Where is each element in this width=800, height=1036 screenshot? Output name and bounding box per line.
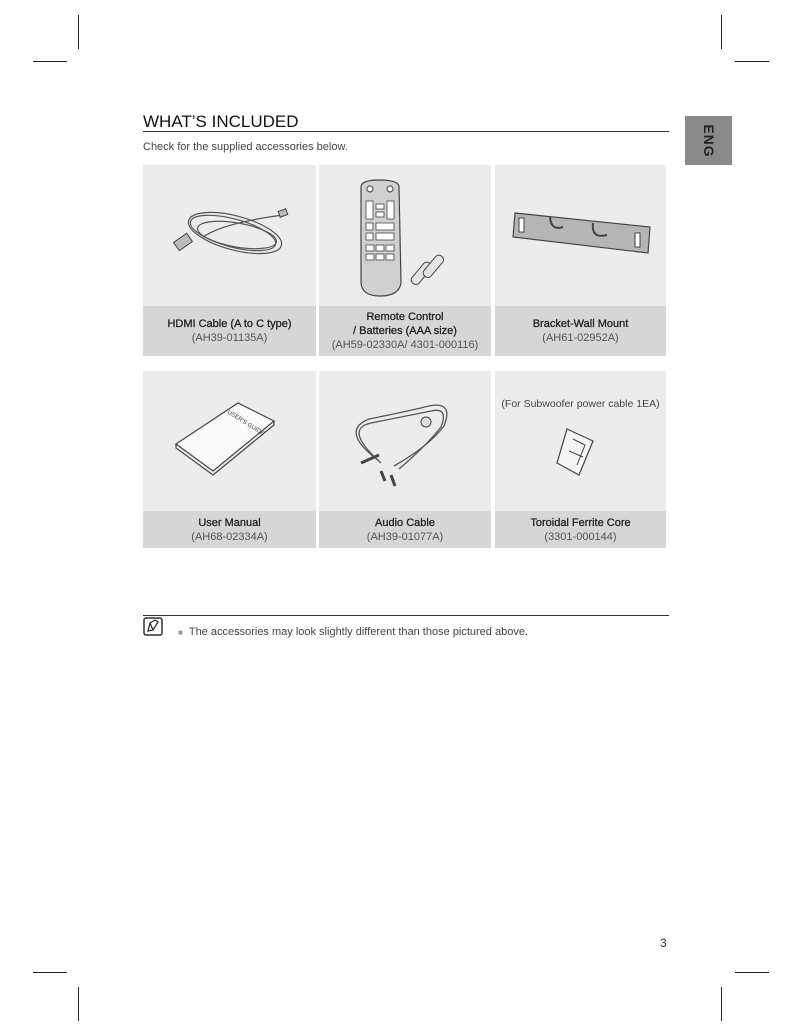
accessory-ferrite-core	[495, 371, 666, 548]
bullet-icon: ■	[178, 627, 183, 637]
crop-mark	[721, 15, 722, 49]
item-name-line2: / Batteries (AAA size)	[353, 325, 457, 337]
user-manual-icon	[143, 371, 316, 511]
item-code: (AH61-02952A)	[542, 332, 619, 344]
item-code: (AH39-01077A)	[366, 530, 444, 543]
page-number: 3	[660, 936, 667, 950]
crop-mark	[735, 61, 769, 62]
accessory-user-manual	[143, 371, 316, 548]
item-name: HDMI Cable (A to C type)	[167, 318, 292, 330]
crop-mark	[33, 61, 67, 62]
crop-mark	[721, 987, 722, 1021]
crop-mark	[33, 972, 67, 973]
item-code: (AH68-02334A)	[191, 530, 268, 543]
audio-cable-icon	[319, 371, 491, 511]
item-code: (3301-000144)	[544, 530, 617, 543]
wall-bracket-icon	[495, 165, 666, 306]
note-pencil-icon	[143, 617, 163, 636]
accessory-remote-control	[319, 165, 491, 356]
crop-mark	[78, 987, 79, 1021]
language-tab-label: ENG	[700, 123, 717, 158]
intro-text: Check for the supplied accessories below.	[143, 141, 348, 153]
hdmi-cable-icon	[143, 165, 316, 306]
item-code: (AH59-02330A/ 4301-000116)	[331, 339, 479, 351]
item-code: (AH39-01135A)	[191, 332, 268, 344]
item-name: Remote Control	[366, 311, 444, 323]
title-rule	[143, 131, 669, 132]
item-name: Bracket-Wall Mount	[532, 318, 629, 330]
note	[178, 626, 528, 638]
accessory-audio-cable	[319, 371, 491, 548]
manual-cover-text: USER'S GUIDE	[225, 409, 266, 438]
item-name: User Manual	[198, 516, 261, 529]
ferrite-core-icon	[495, 371, 666, 511]
accessory-hdmi-cable	[143, 165, 316, 356]
page-title: WHAT’S INCLUDED	[143, 112, 299, 131]
item-name: Toroidal Ferrite Core	[530, 516, 631, 529]
language-tab	[685, 116, 732, 165]
remote-control-icon	[319, 165, 491, 306]
crop-mark	[78, 15, 79, 49]
crop-mark	[735, 972, 769, 973]
accessory-wall-bracket	[495, 165, 666, 356]
item-note: (For Subwoofer power cable 1EA)	[501, 398, 660, 410]
note-text: The accessories may look slightly different than those pictured above.	[188, 626, 528, 638]
note-rule	[143, 615, 669, 616]
item-name: Audio Cable	[375, 516, 435, 529]
